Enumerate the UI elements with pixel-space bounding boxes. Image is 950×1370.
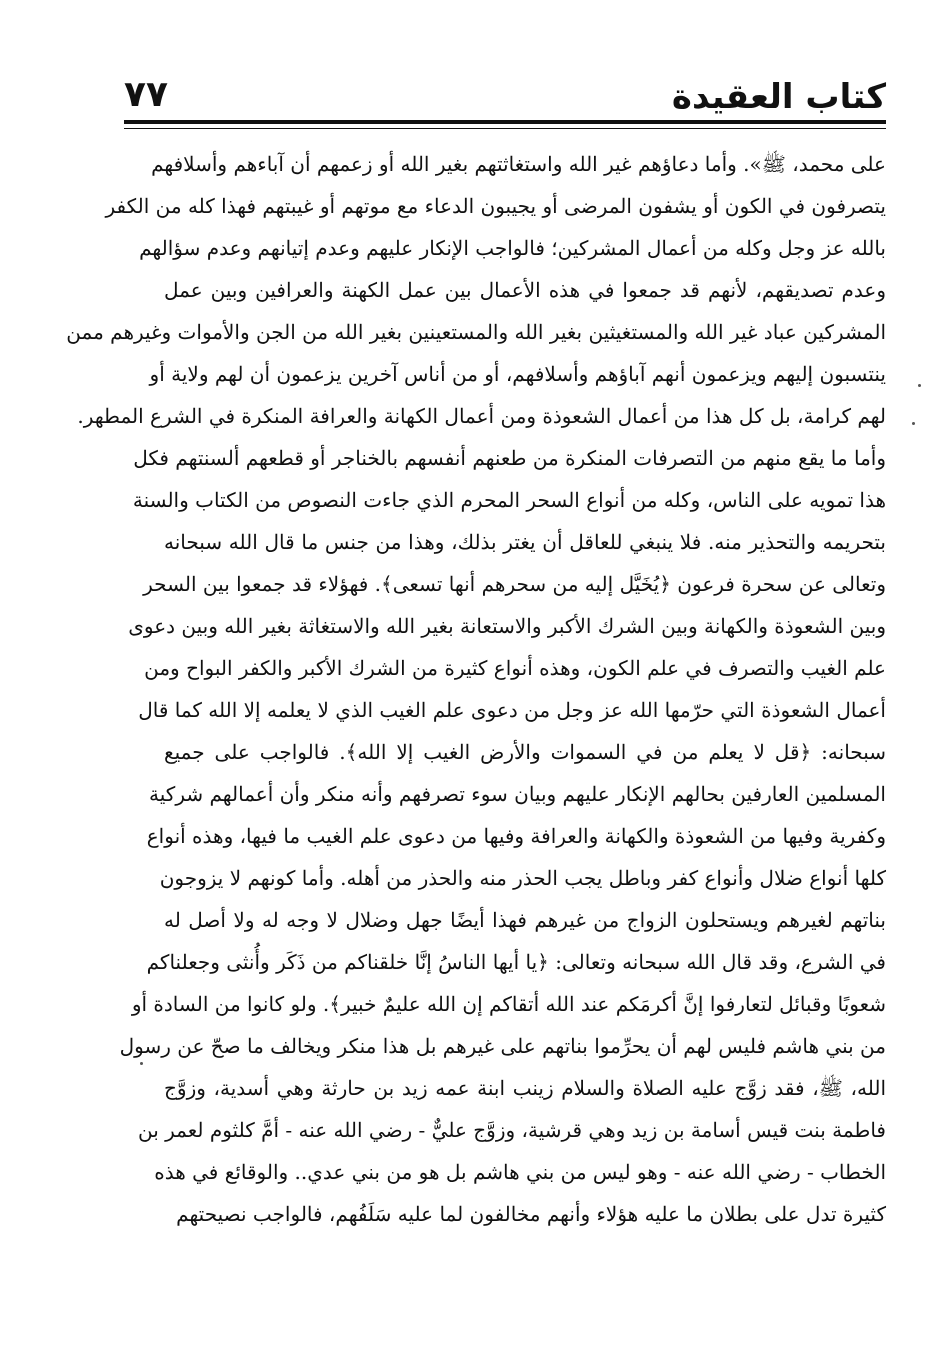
- body-line: على محمد، ﷺ». وأما دعاؤهم غير الله واستغاثتهم بغير الله أو زعمهم أن آباءهم وأسلافهم: [151, 152, 886, 176]
- body-line: يتصرفون في الكون أو يشفون المرضى أو يجيبون الدعاء مع موتهم أو غيبتهم فهذا كله من الكفر: [105, 194, 886, 218]
- book-title: كتاب العقيدة: [671, 77, 886, 117]
- scan-speck: [140, 1062, 143, 1065]
- body-line: هذا تمويه على الناس، وكله من أنواع السحر المحرم الذي جاءت النصوص من الكتاب والسنة: [132, 488, 886, 512]
- page-number: ٧٧: [124, 74, 168, 115]
- body-line-quranic: شعوبًا وقبائل لتعارفوا إنَّ أكرمَكم عند الله أتقاكم إن الله عليمٌ خبير﴾. ولو كانوا من السادة أو: [131, 992, 886, 1016]
- header-rule-thick: [124, 120, 886, 124]
- body-line: المشركين عباد غير الله والمستغيثين بغير الله والمستعينين بغير الله من الجن والأموات وغيرهم ممن: [66, 320, 886, 344]
- body-line: المسلمين العارفين بحالهم الإنكار عليهم وبيان سوء تصرفهم وأنه منكر وأن أعمالهم شركية: [149, 782, 886, 806]
- body-line: وكفرية وفيها من الشعوذة والكهانة والعرافة وفيها من دعوى علم الغيب ما فيها، وهذه أنواع: [146, 824, 886, 848]
- body-line: الخطاب - رضي الله عنه - وهو ليس من بني هاشم بل هو من بني عدي.. والوقائع في هذه: [154, 1160, 886, 1184]
- body-line-quranic: سبحانه: ﴿قل لا يعلم من في السموات والأرض الغيب إلا الله﴾. فالواجب على جميع: [164, 740, 886, 764]
- body-line-quranic: في الشرع، وقد قال الله سبحانه وتعالى: ﴿يا أيها الناسُ إنَّا خلقناكم من ذَكَر وأُنثى وجعلناكم: [146, 950, 886, 974]
- body-line: لهم كرامة، بل كل هذا من أعمال الشعوذة ومن أعمال الكهانة والعرافة المنكرة في الشرع المطهر.: [77, 404, 886, 428]
- body-line: وأما ما يقع منهم من التصرفات المنكرة من طعنهم أنفسهم بالخناجر أو قطعهم ألسنتهم فكل: [133, 446, 886, 470]
- body-line: وبين الشعوذة والكهانة وبين الشرك الأكبر والاستعانة بغير الله والاستغاثة بغير الله وبين دعوى: [128, 614, 886, 638]
- body-line: كلها أنواع ضلال وأنواع كفر وباطل يجب الحذر منه والحذر من أهله. وأما كونهم لا يزوجون: [159, 866, 886, 890]
- body-line: بالله عز وجل وكله من أعمال المشركين؛ فالواجب الإنكار عليهم وعدم إتيانهم وعدم سؤالهم: [139, 236, 886, 260]
- scan-speck: [912, 422, 915, 425]
- body-line: بتحريمه والتحذير منه. فلا ينبغي للعاقل أن يغتر بذلك، وهذا من جنس ما قال الله سبحانه: [164, 530, 886, 554]
- body-line: من بني هاشم فليس لهم أن يحرِّموا بناتهم على غيرهم بل هذا منكر ويخالف ما صحّ عن رسول: [119, 1034, 886, 1058]
- body-line: فاطمة بنت قيس أسامة بن زيد وهي قرشية، وزوَّج عليٌّ - رضي الله عنه - أمَّ كلثوم لعمر بن: [137, 1118, 886, 1142]
- body-line: أعمال الشعوذة التي حرّمها الله عز وجل من دعوى علم الغيب الذي لا يعلمه إلا الله كما قال: [138, 698, 886, 722]
- body-line: بناتهم لغيرهم ويستحلون الزواج من غيرهم فهذا أيضًا جهل وضلال لا وجه له ولا أصل له: [164, 908, 886, 932]
- body-line: كثيرة تدل على بطلان ما عليه هؤلاء وأنهم مخالفون لما عليه سَلَفُهم، فالواجب نصيحتهم: [176, 1202, 886, 1226]
- body-line-quranic: وتعالى عن سحرة فرعون ﴿يُخَيَّل إليه من سحرهم أنها تسعى﴾. فهؤلاء قد جمعوا بين السحر: [143, 572, 886, 596]
- body-line: ينتسبون إليهم ويزعمون أنهم آباؤهم وأسلافهم، أو من أناس آخرين يزعمون أن لهم ولاية أو: [149, 362, 886, 386]
- body-text: [66, 143, 886, 1235]
- page-header: [124, 72, 886, 122]
- body-line: علم الغيب والتصرف في علم الكون، وهذه أنواع كثيرة من الشرك الأكبر والكفر البواح ومن: [144, 656, 886, 680]
- scan-speck: [918, 384, 921, 387]
- header-rule-thin: [124, 128, 886, 129]
- body-line: الله، ﷺ، فقد زوَّج عليه الصلاة والسلام زينب ابنة عمه زيد بن حارثة وهي أسدية، وزوَّج: [164, 1076, 886, 1100]
- body-line: وعدم تصديقهم، لأنهم قد جمعوا في هذه الأعمال بين عمل الكهنة والعرافين وبين عمل: [164, 278, 886, 302]
